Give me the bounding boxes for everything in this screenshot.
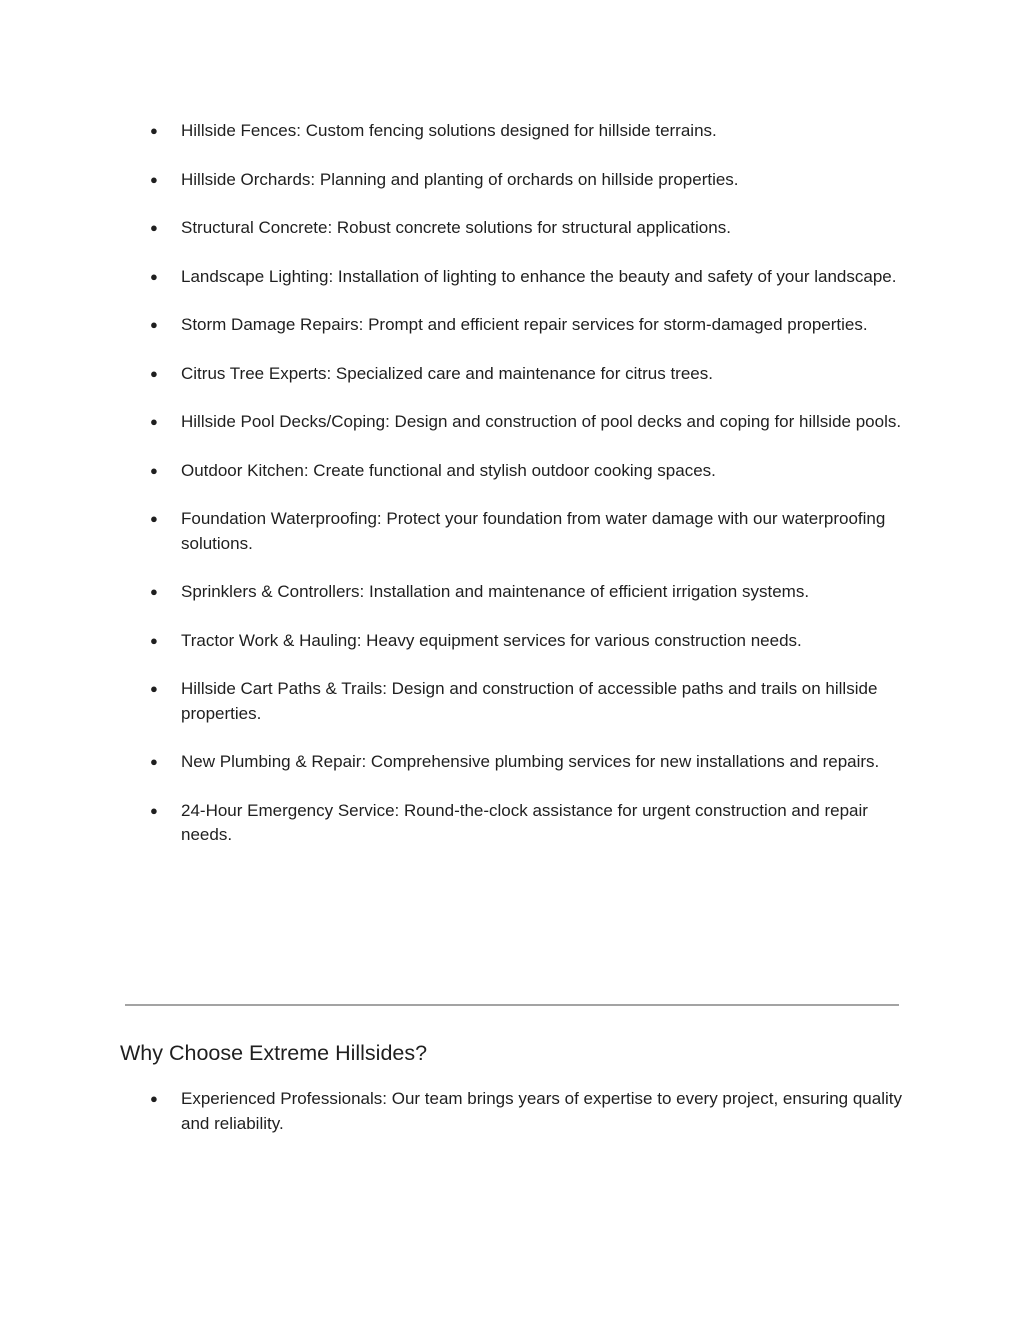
list-item (0, 119, 904, 144)
bullet-icon: ● (150, 1091, 158, 1106)
bullet-icon: ● (150, 365, 158, 381)
list-item (0, 1087, 904, 1136)
bullet-icon: ● (150, 317, 158, 332)
list-item (0, 507, 904, 556)
list-item (0, 362, 904, 387)
list-item-text: Landscape Lighting: Installation of lighting to enhance the beauty and safety of your landscape. (181, 266, 897, 286)
list-item-text: Hillside Fences: Custom fencing solutions designed for hillside terrains. (181, 121, 717, 140)
list-item (0, 410, 904, 435)
bullet-icon: ● (150, 414, 158, 429)
list-item-text: Outdoor Kitchen: Create functional and stylish outdoor cooking spaces. (181, 460, 716, 480)
bullet-icon: ● (150, 268, 158, 284)
list-item (0, 313, 904, 338)
list-item (0, 629, 904, 654)
list-item (0, 799, 904, 848)
section-heading: Why Choose Extreme Hillsides? (120, 1041, 428, 1065)
bullet-icon: ● (150, 462, 158, 478)
bullet-icon: ● (150, 681, 158, 696)
list-item (0, 216, 904, 241)
bullet-icon: ● (150, 220, 158, 235)
why-choose-list (0, 1087, 1024, 1160)
list-item-text: Sprinklers & Controllers: Installation and maintenance of efficient irrigation systems. (181, 582, 810, 601)
list-item-text: Hillside Orchards: Planning and planting of orchards on hillside properties. (181, 169, 739, 189)
bullet-icon: ● (150, 802, 158, 818)
list-item (0, 459, 904, 484)
bullet-icon: ● (150, 632, 158, 648)
list-item-text: Storm Damage Repairs: Prompt and efficient repair services for storm-damaged properties. (181, 315, 868, 334)
services-list (0, 119, 1024, 872)
horizontal-divider (125, 1004, 899, 1006)
list-item-text: Experienced Professionals: Our team brings years of expertise to every project, ensuring quality and reliability. (181, 1089, 902, 1133)
list-item-text: Hillside Pool Decks/Coping: Design and construction of pool decks and coping for hillside pools. (181, 412, 902, 431)
list-item (0, 265, 904, 290)
list-item-text: 24-Hour Emergency Service: Round-the-clock assistance for urgent construction and repair needs. (181, 800, 868, 844)
list-item-text: New Plumbing & Repair: Comprehensive plumbing services for new installations and repairs. (181, 752, 880, 771)
bullet-icon: ● (150, 171, 158, 187)
bullet-icon: ● (150, 754, 158, 769)
list-item-text: Structural Concrete: Robust concrete solutions for structural applications. (181, 218, 731, 237)
list-item-text: Foundation Waterproofing: Protect your foundation from water damage with our waterproofing solutions. (181, 509, 886, 553)
list-item (0, 677, 904, 726)
bullet-icon: ● (150, 511, 158, 526)
list-item (0, 168, 904, 193)
bullet-icon: ● (150, 123, 158, 138)
list-item-text: Tractor Work & Hauling: Heavy equipment services for various construction needs. (181, 630, 802, 650)
list-item-text: Hillside Cart Paths & Trails: Design and construction of accessible paths and trails on hillside properties. (181, 679, 878, 723)
list-item (0, 750, 904, 775)
bullet-icon: ● (150, 584, 158, 599)
list-item-text: Citrus Tree Experts: Specialized care and maintenance for citrus trees. (181, 363, 713, 383)
list-item (0, 580, 904, 605)
